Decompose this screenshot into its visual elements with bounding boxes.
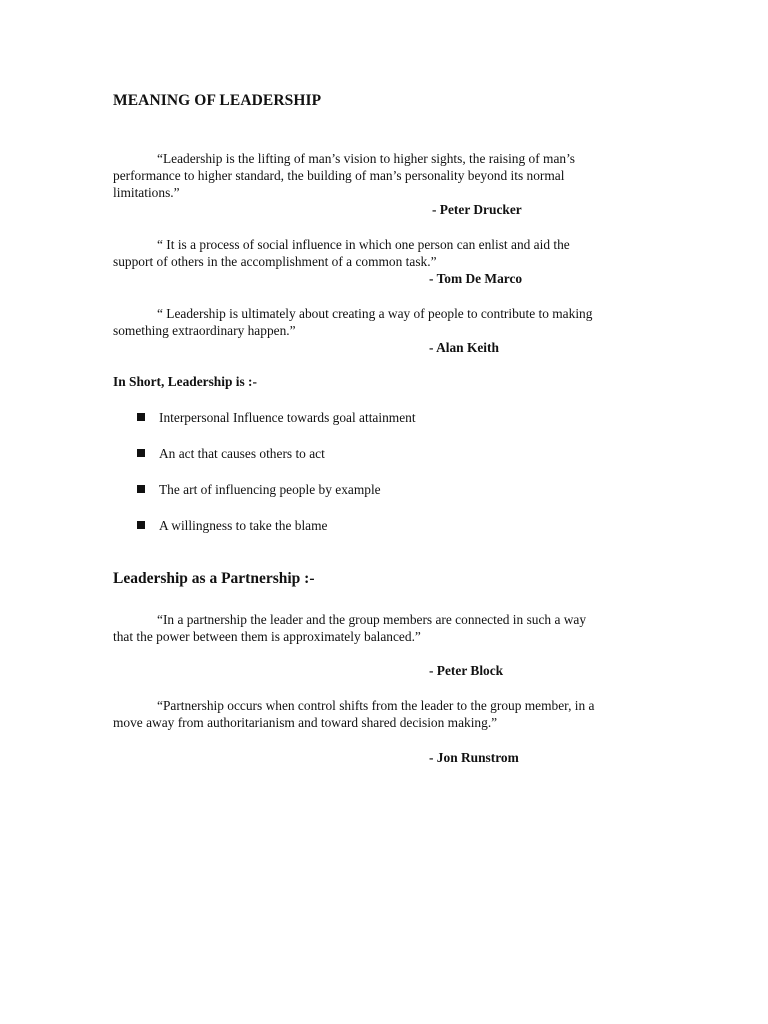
partnership-quote-2-line-2: move away from authoritarianism and toward shared decision making.” xyxy=(113,715,498,730)
quote-3-author: - Alan Keith xyxy=(429,340,499,355)
bullet-square-icon xyxy=(137,413,145,421)
partnership-quote-1-author: - Peter Block xyxy=(429,663,504,678)
bullet-item-3: The art of influencing people by example xyxy=(159,482,381,497)
partnership-quote-2-line-1: “Partnership occurs when control shifts from the leader to the group member, in a xyxy=(157,698,595,713)
partnership-quote-2-author: - Jon Runstrom xyxy=(429,750,519,765)
quote-2-author: - Tom De Marco xyxy=(429,271,523,286)
bullet-square-icon xyxy=(137,521,145,529)
quote-2-line-2: support of others in the accomplishment of a common task.” xyxy=(113,254,437,269)
quote-3-line-2: something extraordinary happen.” xyxy=(113,323,296,338)
quote-1-line-3: limitations.” xyxy=(113,185,180,200)
bullet-item-2: An act that causes others to act xyxy=(159,446,325,461)
partnership-quote-1-line-2: that the power between them is approximately balanced.” xyxy=(113,629,421,644)
quote-3-line-1: “ Leadership is ultimately about creating a way of people to contribute to making xyxy=(157,306,593,321)
quote-1-line-1: “Leadership is the lifting of man’s vision to higher sights, the raising of man’s xyxy=(157,151,576,166)
quote-1-author: - Peter Drucker xyxy=(432,202,522,217)
quote-1-line-2: performance to higher standard, the building of man’s personality beyond its normal xyxy=(113,168,565,183)
page-title: MEANING OF LEADERSHIP xyxy=(113,92,322,109)
bullet-square-icon xyxy=(137,485,145,493)
quote-2-line-1: “ It is a process of social influence in which one person can enlist and aid the xyxy=(157,237,570,252)
bullet-item-4: A willingness to take the blame xyxy=(159,518,328,533)
in-short-heading: In Short, Leadership is :- xyxy=(113,374,257,389)
partnership-heading: Leadership as a Partnership :- xyxy=(113,570,315,587)
bullet-square-icon xyxy=(137,449,145,457)
partnership-quote-1-line-1: “In a partnership the leader and the group members are connected in such a way xyxy=(157,612,587,627)
bullet-item-1: Interpersonal Influence towards goal attainment xyxy=(159,410,416,425)
